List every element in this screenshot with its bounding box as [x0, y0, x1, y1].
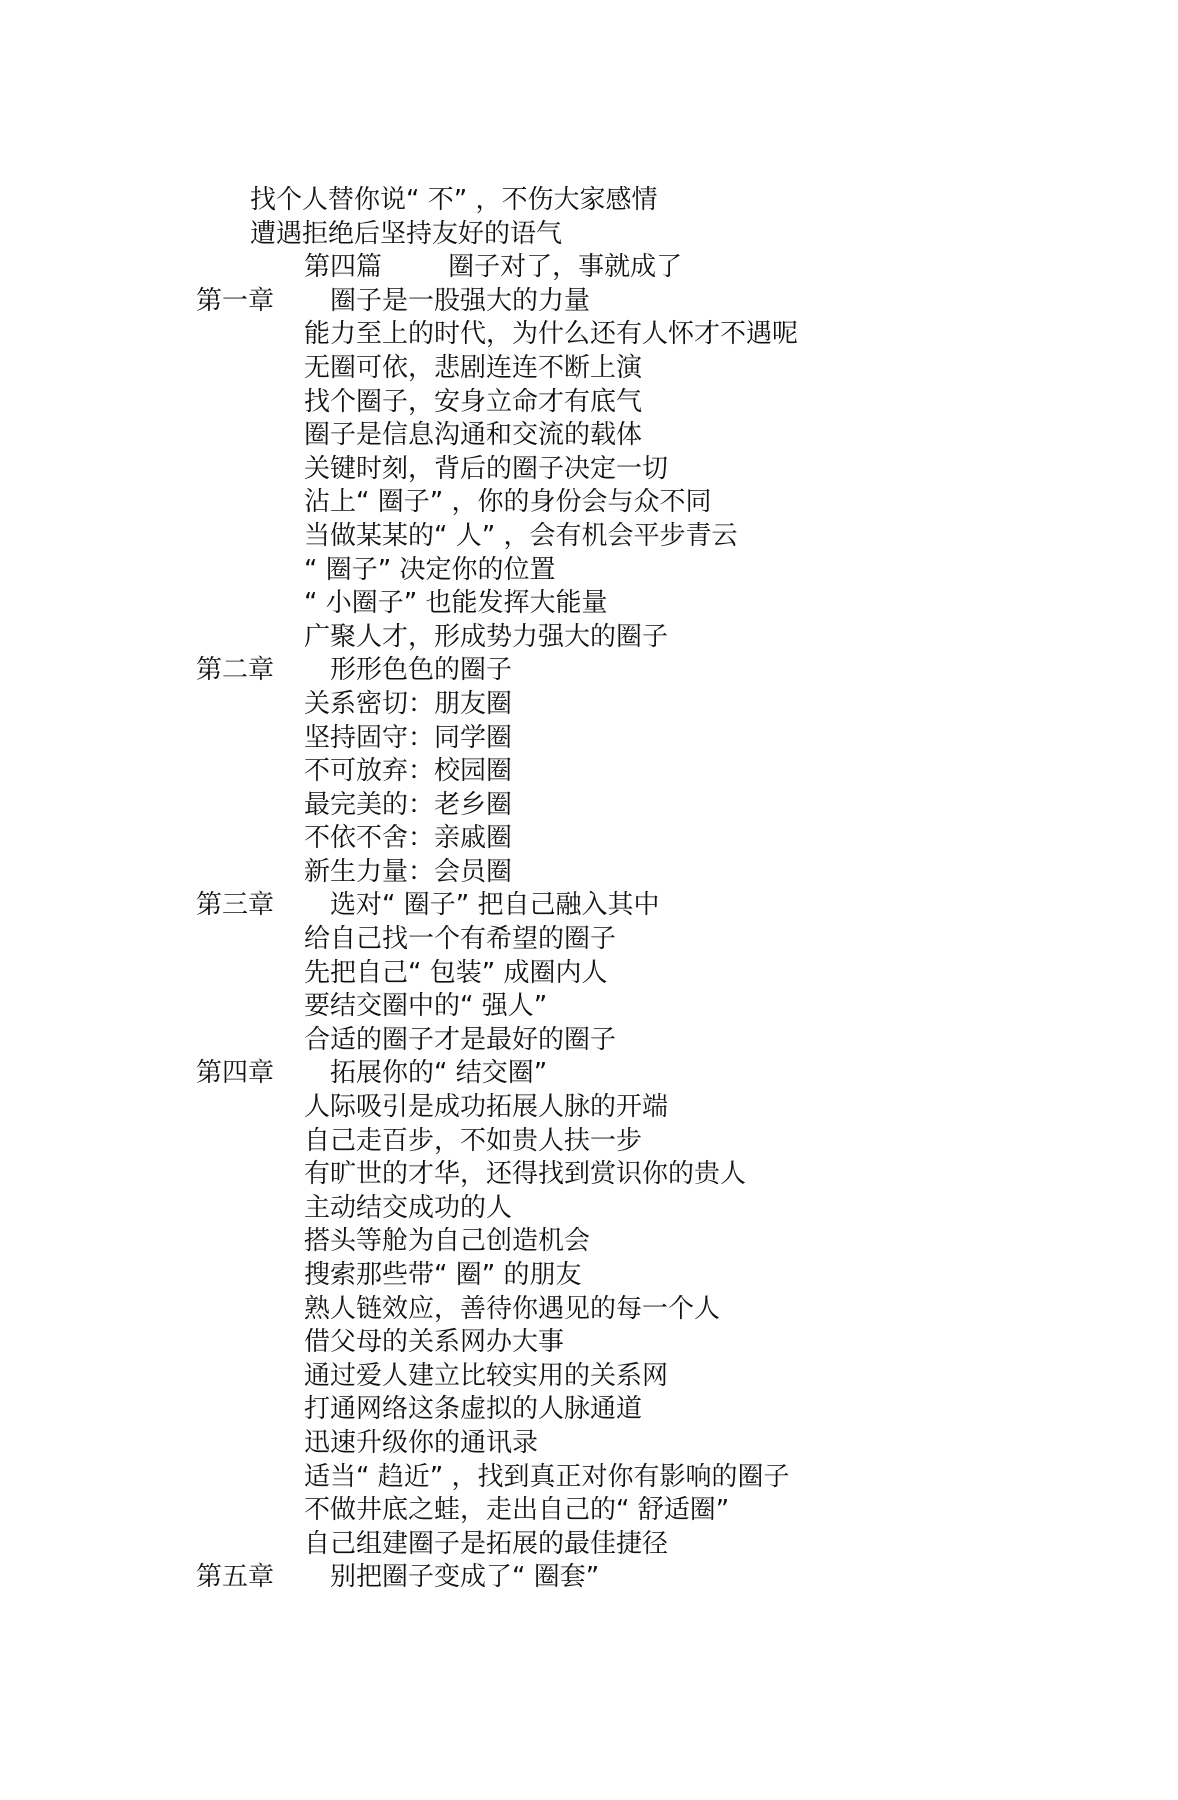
toc-section-entry: 广聚人才，形成势力强大的圈子 — [304, 621, 669, 652]
toc-section-entry: 找个人替你说“ 不” ，不伤大家感情 — [250, 185, 658, 215]
chapter-title: 拓展你的“ 结交圈” — [330, 1058, 548, 1089]
toc-section-entry: 沾上“ 圈子” ，你的身份会与众不同 — [304, 487, 712, 518]
toc-chapter-heading — [0, 654, 1178, 688]
toc-section-entry: 无圈可依，悲剧连连不断上演 — [304, 352, 643, 383]
toc-section-entry: 适当“ 趋近” ，找到真正对你有影响的圈子 — [304, 1461, 790, 1492]
toc-section-entry: 有旷世的才华，还得找到赏识你的贵人 — [304, 1159, 747, 1190]
toc-section-entry: 能力至上的时代，为什么还有人怀才不遇呢 — [304, 319, 799, 350]
toc-section-entry: 自己走百步，不如贵人扶一步 — [304, 1125, 643, 1156]
toc-section-entry: 当做某某的“ 人” ，会有机会平步青云 — [304, 520, 738, 551]
chapter-label: 第一章 — [196, 285, 275, 316]
toc-section-entry: 打通网络这条虚拟的人脉通道 — [304, 1394, 643, 1425]
toc-section-entry: 最完美的：老乡圈 — [304, 789, 513, 820]
chapter-label: 第二章 — [196, 655, 275, 686]
toc-section-entry: 关键时刻，背后的圈子决定一切 — [304, 453, 669, 484]
toc-section-entry: 先把自己“ 包装” 成圈内人 — [304, 957, 608, 988]
toc-section-entry: 搜索那些带“ 圈” 的朋友 — [304, 1260, 582, 1290]
toc-section-entry: 不可放弃：校园圈 — [304, 756, 513, 787]
toc-section-entry: 找个圈子，安身立命才有底气 — [304, 386, 643, 417]
part-title: 圈子对了，事就成了 — [448, 252, 683, 283]
toc-section-entry: 遭遇拒绝后坚持友好的语气 — [250, 218, 563, 249]
toc-section-entry: “ 圈子” 决定你的位置 — [304, 554, 556, 585]
toc-section-entry: 主动结交成功的人 — [304, 1192, 513, 1223]
toc-section-entry: 搭头等舱为自己创造机会 — [304, 1226, 591, 1257]
toc-section-entry: 通过爱人建立比较实用的关系网 — [304, 1360, 669, 1391]
toc-section-entry: 不做井底之蛙，走出自己的“ 舒适圈” — [304, 1495, 730, 1526]
toc-section-entry: 借父母的关系网办大事 — [304, 1327, 565, 1358]
toc-chapter-heading — [0, 1561, 1178, 1595]
toc-section-entry: 圈子是信息沟通和交流的载体 — [304, 420, 643, 451]
toc-section-entry: 要结交圈中的“ 强人” — [304, 991, 548, 1022]
chapter-label: 第四章 — [196, 1058, 275, 1089]
toc-part-heading — [0, 251, 1178, 285]
toc-section-entry: 坚持固守：同学圈 — [304, 722, 513, 753]
part-label: 第四篇 — [304, 252, 383, 283]
toc-chapter-heading — [0, 285, 1178, 319]
toc-section-entry: “ 小圈子” 也能发挥大能量 — [304, 588, 608, 619]
toc-section-entry: 迅速升级你的通讯录 — [304, 1427, 539, 1458]
toc-section-entry: 自己组建圈子是拓展的最佳捷径 — [304, 1528, 669, 1559]
toc-section-entry: 新生力量：会员圈 — [304, 856, 513, 887]
toc-section-entry: 关系密切：朋友圈 — [304, 688, 513, 719]
chapter-title: 圈子是一股强大的力量 — [330, 285, 591, 316]
table-of-contents — [0, 184, 1178, 1595]
toc-chapter-heading — [0, 1057, 1178, 1091]
chapter-label: 第三章 — [196, 890, 275, 921]
chapter-title: 形形色色的圈子 — [330, 655, 513, 686]
toc-section-entry: 给自己找一个有希望的圈子 — [304, 924, 617, 955]
toc-section-entry: 熟人链效应，善待你遇见的每一个人 — [304, 1293, 721, 1324]
chapter-label: 第五章 — [196, 1562, 275, 1593]
toc-section-entry: 人际吸引是成功拓展人脉的开端 — [304, 1092, 669, 1123]
chapter-title: 别把圈子变成了“ 圈套” — [330, 1562, 600, 1593]
toc-section-entry: 不依不舍：亲戚圈 — [304, 823, 513, 854]
chapter-title: 选对“ 圈子” 把自己融入其中 — [330, 890, 660, 921]
toc-chapter-heading — [0, 889, 1178, 923]
toc-section-entry: 合适的圈子才是最好的圈子 — [304, 1024, 617, 1055]
